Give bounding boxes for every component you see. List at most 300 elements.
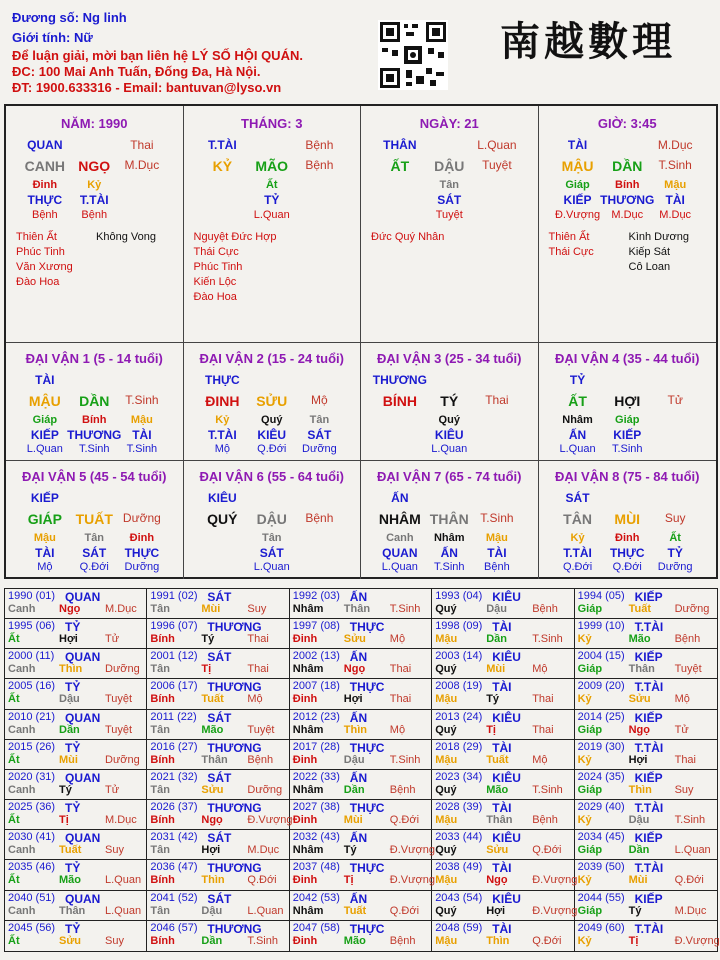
hidden-stage: L.Quan bbox=[253, 561, 290, 573]
year-label: 2000 (11) bbox=[8, 650, 55, 663]
hidden-stem: Giáp bbox=[565, 179, 590, 191]
annual-luck-table bbox=[4, 588, 718, 952]
year-branch: Tuất bbox=[343, 904, 367, 917]
star-item: Văn Xương bbox=[16, 261, 73, 273]
hidden-stage: T.Sinh bbox=[126, 443, 158, 455]
year-cell bbox=[5, 589, 147, 619]
hidden-stage: Q.Đới bbox=[257, 443, 287, 455]
pillar-god: T.TÀI bbox=[207, 138, 237, 152]
year-label: 2047 (58) bbox=[292, 921, 340, 934]
year-god: TỶ bbox=[65, 620, 81, 635]
year-god: TÀI bbox=[492, 921, 512, 936]
year-god: KIẾP bbox=[634, 831, 663, 846]
year-cell bbox=[575, 830, 717, 860]
year-label: 1999 (10) bbox=[577, 620, 625, 633]
year-branch: Mão bbox=[628, 633, 651, 646]
hidden-stage: Mộ bbox=[37, 561, 53, 573]
year-stem: Nhâm bbox=[292, 783, 324, 796]
year-branch: Dậu bbox=[59, 693, 80, 706]
year-label: 2032 (43) bbox=[292, 831, 340, 844]
pillar-branch: NGỌ bbox=[78, 158, 111, 174]
hidden-stage: Q.Đới bbox=[612, 561, 642, 573]
year-cell bbox=[575, 860, 717, 890]
year-stage: L.Quan bbox=[105, 874, 142, 887]
pillar-branch-stage: M.Dục bbox=[124, 158, 160, 172]
hidden-stage: L.Quan bbox=[26, 443, 63, 455]
hidden-stage: Bệnh bbox=[31, 209, 58, 221]
year-god: KIẾP bbox=[634, 710, 663, 725]
year-god: THỰC bbox=[349, 620, 385, 635]
hidden-stem: Kỷ bbox=[87, 179, 102, 191]
year-branch: Dậu bbox=[628, 814, 650, 827]
year-cell bbox=[5, 740, 147, 770]
dai-van-god: KIẾP bbox=[30, 491, 59, 505]
dai-van-branch: THÂN bbox=[429, 511, 469, 527]
year-cell bbox=[575, 770, 717, 800]
year-cell bbox=[432, 740, 574, 770]
hidden-god: KIẾP bbox=[563, 193, 592, 207]
year-stage: Q.Đới bbox=[389, 904, 420, 917]
hidden-stage: T.Sinh bbox=[611, 443, 643, 455]
year-cell bbox=[290, 589, 432, 619]
dai-van-cell bbox=[6, 343, 184, 461]
year-god: THƯƠNG bbox=[207, 921, 262, 936]
pillar-title: NĂM: 1990 bbox=[61, 116, 128, 131]
gender: Giới tính: Nữ bbox=[12, 30, 93, 45]
year-label: 2010 (21) bbox=[8, 710, 56, 723]
year-cell bbox=[290, 740, 432, 770]
year-branch: Tuất bbox=[201, 693, 224, 706]
year-stem: Giáp bbox=[577, 783, 603, 796]
year-label: 1998 (09) bbox=[435, 620, 483, 633]
year-god: THƯƠNG bbox=[207, 861, 262, 876]
year-branch: Dậu bbox=[201, 904, 223, 917]
year-cell bbox=[5, 800, 147, 830]
year-label: 2008 (19) bbox=[435, 680, 483, 693]
year-cell bbox=[5, 649, 147, 679]
year-stem: Quý bbox=[435, 723, 457, 736]
year-label: 1995 (06) bbox=[8, 620, 56, 633]
year-label: 2035 (46) bbox=[8, 861, 56, 874]
year-stage: Tuyệt bbox=[674, 663, 702, 676]
year-branch: Thân bbox=[343, 603, 371, 615]
year-stem: Ất bbox=[8, 814, 20, 827]
year-stem: Tân bbox=[150, 723, 170, 736]
year-branch: Thân bbox=[628, 663, 655, 676]
dai-van-god: THỰC bbox=[205, 373, 240, 387]
hidden-stage: L.Quan bbox=[381, 561, 418, 573]
year-label: 2030 (41) bbox=[8, 831, 56, 844]
year-cell bbox=[147, 740, 289, 770]
year-cell bbox=[575, 619, 717, 649]
year-label: 2006 (17) bbox=[150, 680, 198, 693]
year-label: 2004 (15) bbox=[577, 650, 625, 663]
year-label: 1991 (02) bbox=[150, 590, 198, 602]
qr-code-icon[interactable] bbox=[378, 20, 448, 90]
hidden-stem: Đinh bbox=[615, 532, 640, 544]
dai-van-stem: QUÝ bbox=[207, 511, 238, 527]
year-god: KIÊU bbox=[492, 770, 521, 785]
year-stem: Nhâm bbox=[292, 723, 324, 736]
year-label: 2001 (12) bbox=[150, 650, 198, 663]
star-item: Không Vong bbox=[96, 231, 156, 243]
year-cell bbox=[147, 860, 289, 890]
year-cell bbox=[432, 830, 574, 860]
year-stage: Suy bbox=[105, 934, 124, 947]
pillar-branch-stage: Bệnh bbox=[305, 158, 334, 172]
year-god: SÁT bbox=[207, 891, 232, 906]
year-stem: Giáp bbox=[577, 844, 603, 857]
year-god: KIÊU bbox=[492, 650, 521, 665]
hidden-stem: Canh bbox=[386, 532, 414, 544]
pillar-stem: KỶ bbox=[212, 158, 233, 174]
year-stage: Thai bbox=[247, 633, 269, 646]
year-stage: M.Dục bbox=[674, 904, 707, 917]
year-stage: Mộ bbox=[389, 633, 406, 646]
dai-van-title: ĐẠI VẬN 1 (5 - 14 tuổi) bbox=[25, 351, 163, 366]
year-stem: Bính bbox=[150, 934, 175, 947]
hidden-god: THỰC bbox=[27, 193, 63, 207]
year-stage: T.Sinh bbox=[247, 934, 278, 947]
year-god: QUAN bbox=[65, 891, 101, 906]
hidden-stage: Bệnh bbox=[81, 209, 108, 221]
year-cell bbox=[432, 800, 574, 830]
hidden-god: KIÊU bbox=[434, 428, 464, 442]
year-cell bbox=[432, 891, 578, 921]
year-stem: Đinh bbox=[292, 693, 318, 706]
year-stage: Bệnh bbox=[247, 753, 274, 766]
pillar-cell bbox=[539, 106, 717, 343]
year-stage: Bệnh bbox=[532, 814, 558, 827]
year-stem: Kỷ bbox=[577, 633, 592, 646]
year-stage: L.Quan bbox=[674, 844, 711, 857]
dai-van-cell bbox=[361, 343, 539, 461]
year-god: TÀI bbox=[492, 861, 512, 876]
year-branch: Ngọ bbox=[343, 663, 366, 676]
year-label: 2002 (13) bbox=[292, 650, 340, 663]
year-god: ẤN bbox=[349, 891, 368, 906]
hidden-stem: Ất bbox=[669, 532, 681, 544]
year-stage: T.Sinh bbox=[532, 783, 563, 796]
hidden-god: TÀI bbox=[132, 428, 152, 442]
year-branch: Hợi bbox=[201, 844, 221, 857]
year-cell bbox=[290, 860, 435, 890]
year-label: 2014 (25) bbox=[577, 710, 625, 723]
year-stem: Mậu bbox=[435, 814, 458, 827]
year-stem: Canh bbox=[8, 844, 36, 857]
year-god: SÁT bbox=[207, 831, 232, 846]
year-stage: Mộ bbox=[247, 693, 263, 706]
year-stem: Bính bbox=[150, 633, 175, 646]
hidden-stage: L.Quan bbox=[559, 443, 596, 455]
year-stem: Giáp bbox=[577, 603, 603, 615]
year-branch: Dần bbox=[59, 723, 80, 736]
year-branch: Mùi bbox=[486, 663, 506, 676]
year-label: 1990 (01) bbox=[8, 590, 56, 602]
hidden-stage: L.Quan bbox=[431, 443, 468, 455]
hidden-stem: Giáp bbox=[32, 414, 58, 426]
year-god: THƯƠNG bbox=[207, 740, 262, 755]
year-branch: Tý bbox=[343, 844, 357, 857]
year-cell bbox=[575, 649, 717, 679]
dai-van-stage: T.Sinh bbox=[125, 393, 159, 407]
year-branch: Mùi bbox=[628, 874, 648, 887]
year-stem: Đinh bbox=[292, 633, 318, 646]
year-god: QUAN bbox=[65, 831, 101, 846]
year-cell bbox=[5, 921, 147, 951]
hidden-stem: Tân bbox=[261, 532, 282, 544]
year-branch: Hợi bbox=[628, 753, 648, 766]
year-stem: Kỷ bbox=[577, 753, 592, 766]
year-cell bbox=[147, 891, 289, 921]
year-branch: Dậu bbox=[343, 753, 365, 766]
year-label: 2016 (27) bbox=[150, 740, 198, 753]
year-branch: Mão bbox=[59, 874, 81, 887]
year-god: THỰC bbox=[349, 801, 385, 816]
year-stem: Bính bbox=[150, 753, 175, 766]
year-stage: M.Dục bbox=[105, 603, 137, 615]
year-god: THỰC bbox=[349, 861, 385, 876]
year-cell bbox=[5, 830, 147, 860]
phone-email[interactable]: ĐT: 1900.633316 - Email: bantuvan@lyso.vn bbox=[12, 80, 282, 95]
year-stem: Bính bbox=[150, 693, 175, 706]
year-god: TÀI bbox=[492, 620, 512, 635]
year-stage: Đ.Vượng bbox=[389, 844, 435, 857]
year-label: 2038 (49) bbox=[435, 861, 483, 874]
dai-van-branch: TÝ bbox=[440, 393, 459, 409]
year-cell bbox=[290, 649, 432, 679]
year-god: SÁT bbox=[207, 770, 232, 785]
dai-van-branch: HỢI bbox=[614, 393, 641, 409]
dai-van-cell bbox=[361, 461, 539, 579]
year-stage: Dưỡng bbox=[105, 663, 140, 676]
year-god: KIÊU bbox=[492, 831, 521, 846]
dai-van-god: THƯƠNG bbox=[372, 373, 427, 387]
year-label: 2021 (32) bbox=[150, 770, 198, 783]
year-branch: Sửu bbox=[486, 844, 509, 857]
year-branch: Tị bbox=[59, 814, 69, 827]
year-stage: Bệnh bbox=[389, 934, 416, 947]
year-god: QUAN bbox=[65, 650, 101, 665]
dai-van-god: TÀI bbox=[35, 373, 55, 387]
year-stem: Đinh bbox=[292, 753, 318, 766]
year-stem: Kỷ bbox=[577, 814, 592, 827]
year-label: 2012 (23) bbox=[292, 710, 340, 723]
year-stem: Kỷ bbox=[577, 934, 592, 947]
year-branch: Mùi bbox=[59, 753, 78, 766]
hidden-god: ẤN bbox=[568, 428, 587, 442]
year-stem: Mậu bbox=[435, 633, 458, 646]
year-stage: T.Sinh bbox=[389, 603, 421, 615]
year-stage: Đ.Vượng bbox=[532, 874, 578, 887]
year-branch: Ngọ bbox=[59, 603, 81, 615]
year-cell bbox=[5, 860, 147, 890]
year-stage: M.Dục bbox=[247, 844, 280, 857]
year-cell bbox=[290, 710, 432, 740]
year-branch: Mùi bbox=[343, 814, 363, 827]
year-stage: Đ.Vượng bbox=[247, 814, 293, 827]
year-label: 2018 (29) bbox=[435, 740, 483, 753]
dai-van-stem: MẬU bbox=[28, 393, 61, 409]
hidden-god: ẤN bbox=[440, 546, 458, 560]
year-stem: Đinh bbox=[292, 814, 318, 827]
pillar-stem: ẤT bbox=[390, 158, 410, 174]
year-branch: Hợi bbox=[486, 904, 506, 917]
pillar-branch: DẦN bbox=[612, 158, 643, 174]
year-branch: Mùi bbox=[201, 603, 221, 615]
hidden-stage: M.Dục bbox=[659, 209, 692, 221]
year-cell bbox=[432, 589, 574, 619]
dai-van-title: ĐẠI VẬN 8 (75 - 84 tuổi) bbox=[555, 469, 700, 484]
dai-van-god: ẤN bbox=[391, 491, 409, 505]
year-stem: Mậu bbox=[435, 693, 458, 706]
year-stage: Tử bbox=[674, 723, 689, 736]
hidden-stem: Quý bbox=[438, 414, 460, 426]
year-stem: Giáp bbox=[577, 663, 603, 676]
year-label: 1997 (08) bbox=[292, 620, 340, 633]
year-stage: Mộ bbox=[389, 723, 406, 736]
pillar-cell bbox=[184, 106, 362, 343]
year-cell bbox=[432, 679, 574, 709]
year-stage: Đ.Vượng bbox=[674, 934, 720, 947]
year-stem: Canh bbox=[8, 723, 36, 736]
year-stem: Mậu bbox=[435, 874, 458, 887]
year-stage: L.Quan bbox=[247, 904, 284, 917]
year-god: ẤN bbox=[349, 650, 368, 665]
year-stage: Suy bbox=[105, 844, 124, 857]
year-stem: Mậu bbox=[435, 934, 458, 947]
year-branch: Thìn bbox=[343, 723, 368, 736]
year-label: 2027 (38) bbox=[292, 801, 340, 814]
year-god: SÁT bbox=[207, 710, 232, 725]
year-branch: Sửu bbox=[201, 783, 224, 796]
year-branch: Ngọ bbox=[486, 874, 508, 887]
year-cell bbox=[290, 679, 432, 709]
dai-van-title: ĐẠI VẬN 6 (55 - 64 tuổi) bbox=[199, 469, 344, 484]
year-stem: Quý bbox=[435, 663, 457, 676]
year-stage: Q.Đới bbox=[247, 874, 277, 887]
hidden-stage: Q.Đới bbox=[562, 561, 593, 573]
year-branch: Dần bbox=[486, 633, 507, 646]
year-stage: Dưỡng bbox=[247, 783, 283, 796]
year-label: 2013 (24) bbox=[435, 710, 483, 723]
year-cell bbox=[575, 921, 720, 951]
year-god: TỶ bbox=[65, 801, 81, 816]
star-item: Kiếp Sát bbox=[628, 246, 671, 258]
year-label: 2028 (39) bbox=[435, 801, 483, 814]
year-cell bbox=[575, 589, 717, 619]
year-branch: Thìn bbox=[486, 934, 510, 947]
year-stage: Tử bbox=[105, 783, 120, 796]
year-label: 2034 (45) bbox=[577, 831, 625, 844]
star-item: Đức Quý Nhân bbox=[371, 231, 445, 243]
year-stage: Mộ bbox=[674, 693, 690, 706]
year-god: KIÊU bbox=[492, 891, 521, 906]
year-branch: Mão bbox=[486, 783, 509, 796]
dai-van-stem: BÍNH bbox=[382, 393, 417, 409]
year-branch: Thân bbox=[59, 904, 86, 917]
hidden-god: THỰC bbox=[124, 546, 160, 560]
year-label: 2037 (48) bbox=[292, 861, 340, 874]
hidden-stem: Mậu bbox=[664, 179, 687, 191]
year-stage: Thai bbox=[532, 723, 554, 736]
year-stem: Đinh bbox=[292, 934, 318, 947]
year-branch: Dần bbox=[628, 844, 650, 857]
dai-van-cell bbox=[539, 461, 717, 579]
dai-van-god: KIÊU bbox=[207, 491, 237, 505]
year-branch: Ngọ bbox=[201, 814, 223, 827]
star-item: Thiên Ất bbox=[548, 231, 590, 243]
year-god: ẤN bbox=[349, 831, 368, 846]
pillar-stage: L.Quan bbox=[477, 138, 517, 152]
hidden-stem: Đinh bbox=[129, 532, 155, 544]
year-cell bbox=[147, 830, 289, 860]
year-branch: Tuất bbox=[486, 753, 509, 766]
year-label: 2044 (55) bbox=[577, 891, 625, 904]
year-branch: Tị bbox=[343, 874, 354, 887]
year-branch: Tý bbox=[486, 693, 500, 706]
dai-van-stage: Dưỡng bbox=[122, 511, 161, 525]
year-branch: Tuất bbox=[59, 844, 82, 857]
year-stage: Bệnh bbox=[389, 783, 416, 796]
year-god: THƯƠNG bbox=[207, 620, 262, 635]
year-god: T.TÀI bbox=[634, 620, 664, 635]
year-cell bbox=[432, 770, 574, 800]
year-branch: Tý bbox=[628, 904, 642, 917]
year-stage: Thai bbox=[532, 693, 554, 706]
hidden-god: T.TÀI bbox=[207, 428, 237, 442]
year-cell bbox=[147, 649, 289, 679]
dai-van-stage: Suy bbox=[664, 511, 686, 525]
hidden-god: THỰC bbox=[609, 546, 645, 560]
year-stem: Ất bbox=[8, 693, 20, 706]
pillar-branch: DẬU bbox=[434, 158, 465, 174]
year-stem: Giáp bbox=[577, 723, 603, 736]
year-branch: Sửu bbox=[59, 934, 82, 947]
hidden-stage: Tuyệt bbox=[435, 209, 463, 221]
year-stage: T.Sinh bbox=[532, 633, 563, 646]
year-cell bbox=[290, 800, 432, 830]
year-branch: Tị bbox=[486, 723, 496, 736]
year-stem: Nhâm bbox=[292, 663, 324, 676]
dai-van-title: ĐẠI VẬN 3 (25 - 34 tuổi) bbox=[377, 351, 522, 366]
year-label: 2009 (20) bbox=[577, 680, 625, 693]
year-stage: T.Sinh bbox=[674, 814, 706, 827]
year-stem: Kỷ bbox=[577, 693, 592, 706]
year-label: 2025 (36) bbox=[8, 801, 56, 814]
year-branch: Ngọ bbox=[628, 723, 650, 736]
year-stage: L.Quan bbox=[105, 904, 142, 917]
dai-van-branch: SỬU bbox=[256, 393, 288, 409]
year-god: T.TÀI bbox=[634, 740, 664, 755]
dai-van-branch: TUẤT bbox=[75, 511, 113, 527]
year-label: 2022 (33) bbox=[292, 770, 340, 783]
dai-van-branch: DẬU bbox=[256, 511, 287, 527]
year-stem: Đinh bbox=[292, 874, 318, 887]
year-stage: M.Dục bbox=[105, 814, 137, 827]
year-label: 2020 (31) bbox=[8, 770, 56, 783]
star-item: Phúc Tinh bbox=[193, 261, 243, 273]
year-god: KIẾP bbox=[634, 590, 663, 604]
year-cell bbox=[290, 921, 432, 951]
year-stem: Tân bbox=[150, 603, 170, 615]
dai-van-stage: Tử bbox=[667, 393, 683, 407]
year-cell bbox=[5, 710, 147, 740]
dai-van-stem: ĐINH bbox=[205, 393, 240, 409]
year-god: KIÊU bbox=[492, 710, 521, 725]
hidden-stem: Đinh bbox=[32, 179, 58, 191]
year-stage: T.Sinh bbox=[389, 753, 421, 766]
